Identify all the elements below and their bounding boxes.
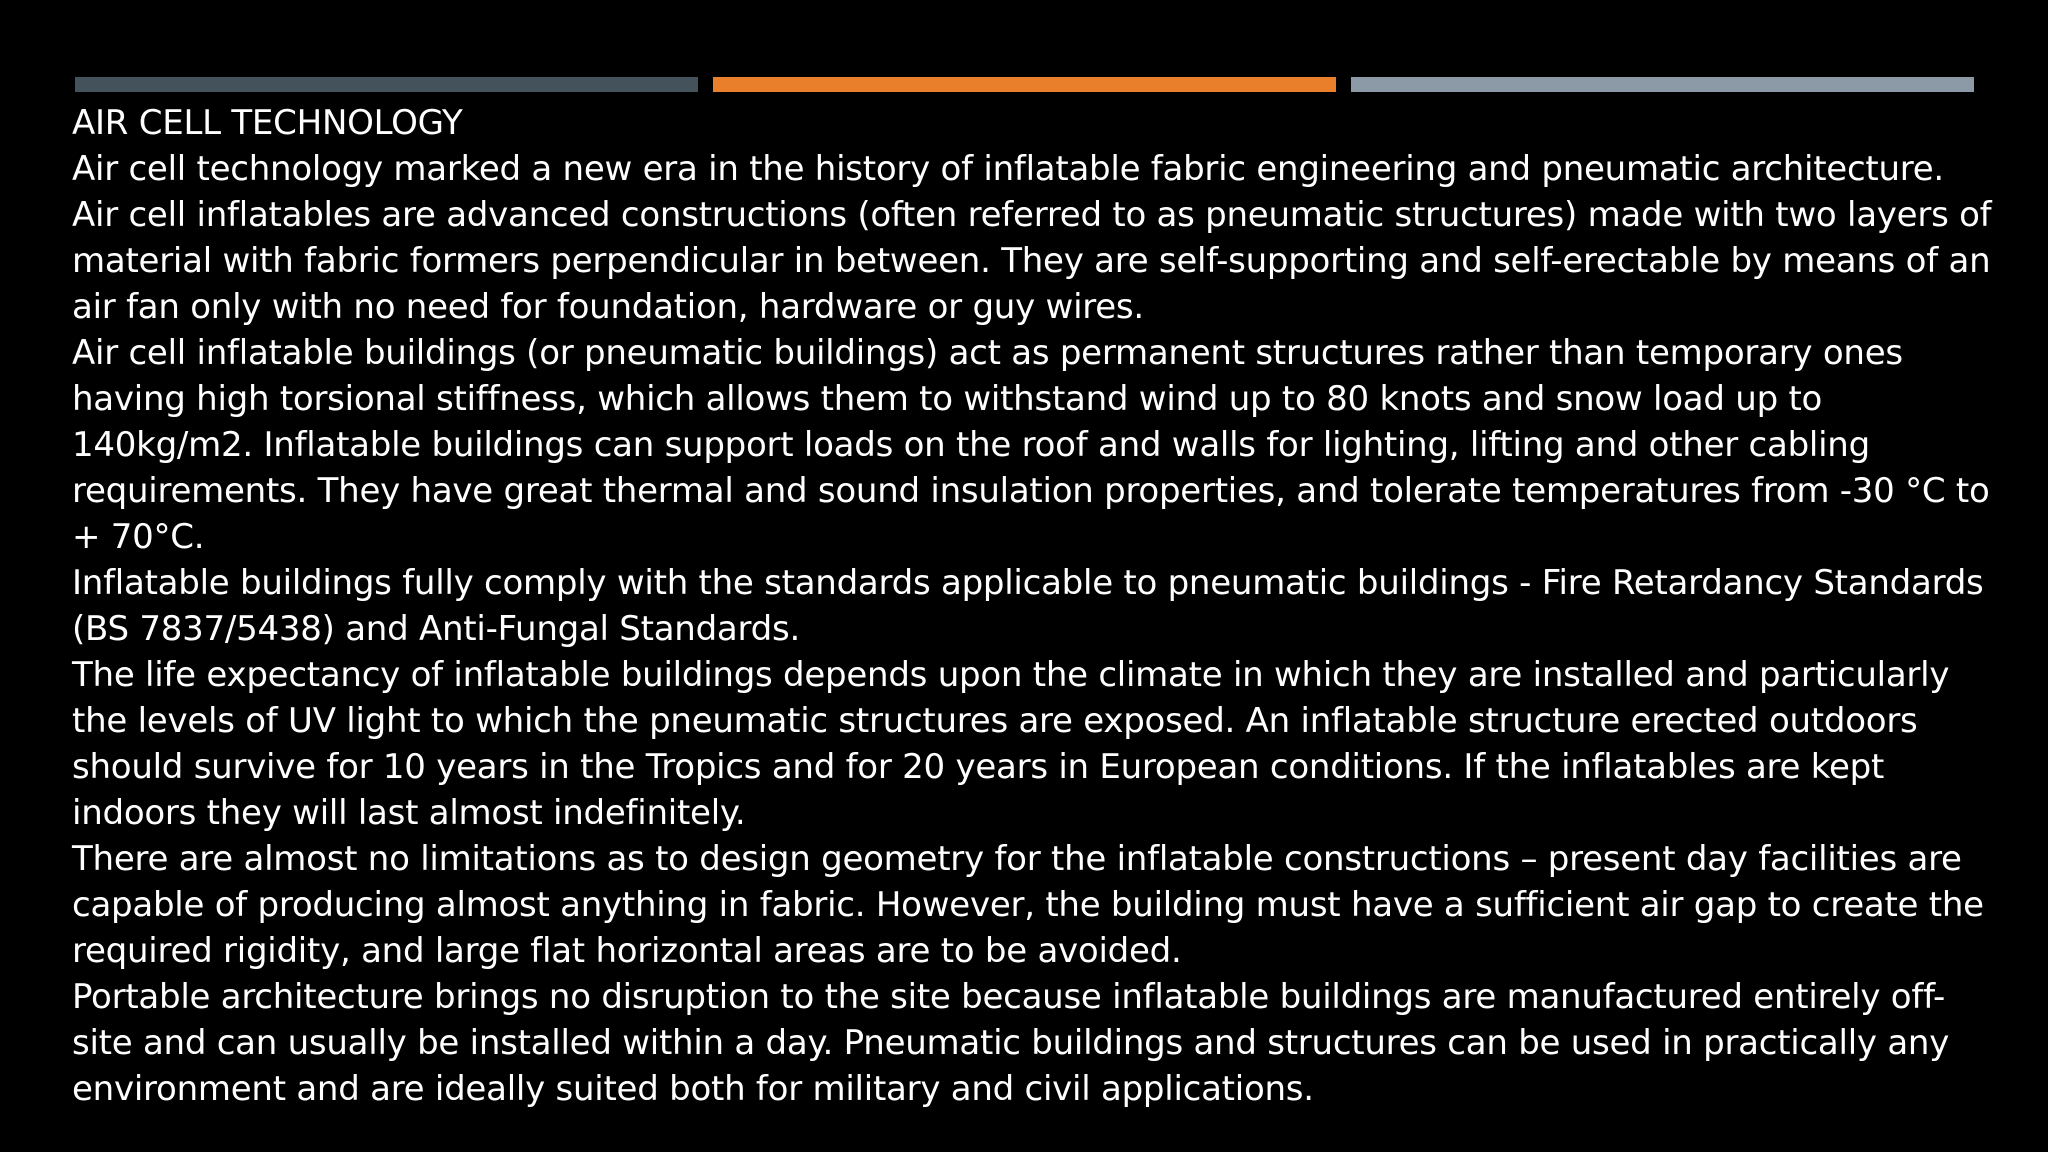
paragraph-geometry: There are almost no limitations as to design geometry for the inflatable constructions – present day facilities are capable of producing almost anything in fabric. However, the building must have a sufficient air gap to create the required rigidity, and large flat horizontal areas are to be avoided. <box>72 839 1984 971</box>
paragraph-intro: Air cell technology marked a new era in the history of inflatable fabric engineering and pneumatic architecture. <box>72 149 1944 189</box>
accent-bar-grey <box>1351 77 1974 92</box>
paragraph-construction: Air cell inflatables are advanced constructions (often referred to as pneumatic structures) made with two layers of material with fabric formers perpendicular in between. They are self-supporting and self-erectable by means of an air fan only with no need for foundation, hardware or guy wires. <box>72 195 1992 327</box>
paragraph-standards: Inflatable buildings fully comply with the standards applicable to pneumatic buildings - Fire Retardancy Standards (BS 7837/5438) and Anti-Fungal Standards. <box>72 563 1984 649</box>
paragraph-portability: Portable architecture brings no disruption to the site because inflatable buildings are manufactured entirely off-site and can usually be installed within a day. Pneumatic buildings and structures can be used in practically any environment and are ideally suited both for military and civil applications. <box>72 977 1950 1109</box>
slide-content <box>72 100 1992 1112</box>
accent-bar-orange <box>713 77 1336 92</box>
paragraph-strength: Air cell inflatable buildings (or pneumatic buildings) act as permanent structures rather than temporary ones having high torsional stiffness, which allows them to withstand wind up to 80 knots and snow load up to 140kg/m2. Inflatable buildings can support loads on the roof and walls for lighting, lifting and other cabling requirements. They have great thermal and sound insulation properties, and tolerate temperatures from -30 °C to + 70°C. <box>72 333 1990 557</box>
accent-bar-dark <box>75 77 698 92</box>
slide-title: AIR CELL TECHNOLOGY <box>72 103 463 143</box>
paragraph-life-expectancy: The life expectancy of inflatable buildings depends upon the climate in which they are installed and particularly the levels of UV light to which the pneumatic structures are exposed. An inflatable structure erected outdoors should survive for 10 years in the Tropics and for 20 years in European conditions. If the inflatables are kept indoors they will last almost indefinitely. <box>72 655 1950 833</box>
accent-bars <box>75 77 1974 92</box>
